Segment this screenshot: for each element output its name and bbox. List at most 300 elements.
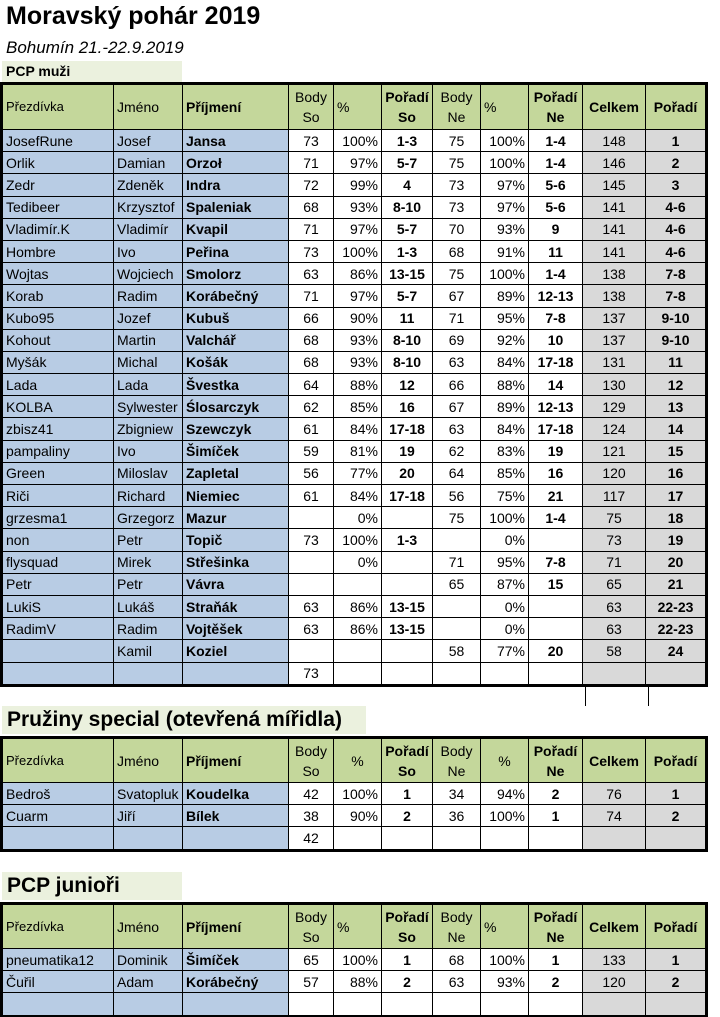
cell-body-so: 63 bbox=[289, 618, 334, 640]
cell-poradi-ne: 2 bbox=[529, 971, 583, 993]
cell-last-name: Šimíček bbox=[183, 440, 289, 462]
cell-last-name: Šimíček bbox=[183, 949, 289, 971]
cell-poradi-ne: 1-4 bbox=[529, 130, 583, 152]
cell-pct-so: 93% bbox=[334, 351, 382, 373]
cell-body-ne: 67 bbox=[433, 396, 481, 418]
cell-poradi-ne: 21 bbox=[529, 485, 583, 507]
cell-last-name: Valchář bbox=[183, 329, 289, 351]
cell-nickname: Green bbox=[3, 462, 114, 484]
cell-first-name: Richard bbox=[114, 485, 183, 507]
cell-celkem bbox=[583, 827, 646, 849]
cell-body-ne: 68 bbox=[433, 240, 481, 262]
cell-body-ne: 34 bbox=[433, 783, 481, 805]
cell-poradi: 15 bbox=[646, 440, 706, 462]
cell-pct-so: 0% bbox=[334, 507, 382, 529]
cell-nickname: KOLBA bbox=[3, 396, 114, 418]
header-poradi: Pořadí bbox=[646, 905, 706, 949]
cell-pct-ne: 93% bbox=[481, 218, 529, 240]
table-body bbox=[3, 783, 706, 850]
cell-poradi-so: 16 bbox=[382, 396, 433, 418]
cell-body-ne: 64 bbox=[433, 462, 481, 484]
cell-poradi: 1 bbox=[646, 949, 706, 971]
cell-first-name: Petr bbox=[114, 529, 183, 551]
cell-first-name: Lada bbox=[114, 374, 183, 396]
cell-body-ne bbox=[433, 993, 481, 1015]
cell-nickname: Zedr bbox=[3, 174, 114, 196]
cell-body-so: 64 bbox=[289, 374, 334, 396]
cell-nickname: Riči bbox=[3, 485, 114, 507]
cell-first-name: Wojciech bbox=[114, 263, 183, 285]
cell-last-name: Peřina bbox=[183, 240, 289, 262]
cell-poradi: 1 bbox=[646, 130, 706, 152]
cell-body-so: 71 bbox=[289, 218, 334, 240]
cell-poradi-ne: 10 bbox=[529, 329, 583, 351]
cell-body-so: 61 bbox=[289, 485, 334, 507]
table-row bbox=[3, 529, 706, 551]
cell-pct-so: 93% bbox=[334, 196, 382, 218]
cell-poradi: 24 bbox=[646, 640, 706, 662]
cell-nickname: Lada bbox=[3, 374, 114, 396]
cell-last-name: Zapletal bbox=[183, 462, 289, 484]
table-row bbox=[3, 971, 706, 993]
event-subtitle: Bohumín 21.-22.9.2019 bbox=[6, 38, 184, 57]
cell-poradi: 1 bbox=[646, 783, 706, 805]
cell-pct-so: 100% bbox=[334, 783, 382, 805]
cell-first-name: Zdeněk bbox=[114, 174, 183, 196]
cell-last-name bbox=[183, 662, 289, 684]
cell-poradi-ne: 5-6 bbox=[529, 174, 583, 196]
cell-pct-so bbox=[334, 573, 382, 595]
header-nick: Přezdívka bbox=[3, 905, 114, 949]
cell-nickname: Tedibeer bbox=[3, 196, 114, 218]
cell-poradi: 22-23 bbox=[646, 595, 706, 617]
cell-body-so: 61 bbox=[289, 418, 334, 440]
cell-last-name bbox=[183, 993, 289, 1015]
cell-poradi-ne: 17-18 bbox=[529, 418, 583, 440]
table-row bbox=[3, 329, 706, 351]
cell-body-so: 63 bbox=[289, 595, 334, 617]
cell-pct-ne: 100% bbox=[481, 130, 529, 152]
cell-body-so: 68 bbox=[289, 351, 334, 373]
cell-pct-so: 100% bbox=[334, 240, 382, 262]
cell-body-ne: 63 bbox=[433, 351, 481, 373]
cell-poradi-so: 1-3 bbox=[382, 240, 433, 262]
cell-celkem: 129 bbox=[583, 396, 646, 418]
cell-celkem bbox=[583, 993, 646, 1015]
cell-celkem: 148 bbox=[583, 130, 646, 152]
cell-body-ne: 66 bbox=[433, 374, 481, 396]
cell-pct-so bbox=[334, 993, 382, 1015]
results-table-pruziny-special bbox=[2, 738, 706, 850]
cell-poradi: 16 bbox=[646, 462, 706, 484]
cell-first-name: Jozef bbox=[114, 307, 183, 329]
cell-poradi-so bbox=[382, 640, 433, 662]
cell-pct-ne: 92% bbox=[481, 329, 529, 351]
cell-body-so: 71 bbox=[289, 152, 334, 174]
cell-nickname: RadimV bbox=[3, 618, 114, 640]
cell-poradi-so bbox=[382, 507, 433, 529]
cell-body-ne: 75 bbox=[433, 130, 481, 152]
cell-poradi-ne: 5-6 bbox=[529, 196, 583, 218]
cell-body-ne bbox=[433, 827, 481, 849]
cell-first-name: Petr bbox=[114, 573, 183, 595]
cell-poradi: 21 bbox=[646, 573, 706, 595]
cell-pct-so: 100% bbox=[334, 130, 382, 152]
cell-body-ne bbox=[433, 595, 481, 617]
cell-poradi-so: 12 bbox=[382, 374, 433, 396]
cell-first-name: Zbigniew bbox=[114, 418, 183, 440]
cell-pct-ne: 93% bbox=[481, 971, 529, 993]
cell-first-name: Radim bbox=[114, 618, 183, 640]
cell-poradi-ne bbox=[529, 529, 583, 551]
table-header-row bbox=[3, 739, 706, 783]
cell-pct-ne: 91% bbox=[481, 240, 529, 262]
cell-poradi-ne: 15 bbox=[529, 573, 583, 595]
cell-last-name: Kvapil bbox=[183, 218, 289, 240]
cell-celkem: 141 bbox=[583, 218, 646, 240]
header-pct-ne: % bbox=[481, 905, 529, 949]
table-row bbox=[3, 805, 706, 827]
cell-last-name: Vávra bbox=[183, 573, 289, 595]
cell-celkem: 73 bbox=[583, 529, 646, 551]
cell-body-ne: 67 bbox=[433, 285, 481, 307]
header-poradi-ne: Pořadí Ne bbox=[529, 905, 583, 949]
cell-pct-ne: 100% bbox=[481, 507, 529, 529]
cell-poradi-so: 8-10 bbox=[382, 329, 433, 351]
cell-pct-ne bbox=[481, 827, 529, 849]
cell-pct-ne: 89% bbox=[481, 396, 529, 418]
cell-nickname: pampaliny bbox=[3, 440, 114, 462]
cell-first-name: Krzysztof bbox=[114, 196, 183, 218]
cell-poradi-so bbox=[382, 662, 433, 684]
cell-last-name: Jansa bbox=[183, 130, 289, 152]
table-row bbox=[3, 507, 706, 529]
cell-nickname: zbisz41 bbox=[3, 418, 114, 440]
table-row bbox=[3, 396, 706, 418]
cell-pct-so: 77% bbox=[334, 462, 382, 484]
cell-pct-so: 86% bbox=[334, 595, 382, 617]
header-last: Příjmení bbox=[183, 85, 289, 130]
section-label-pruziny-special: Pružiny special (otevřená mířidla) bbox=[2, 706, 366, 734]
cell-poradi: 2 bbox=[646, 152, 706, 174]
cell-first-name: Dominik bbox=[114, 949, 183, 971]
cell-poradi-ne bbox=[529, 662, 583, 684]
table-row bbox=[3, 462, 706, 484]
cell-poradi-ne: 12-13 bbox=[529, 396, 583, 418]
cell-nickname: Myšák bbox=[3, 351, 114, 373]
cell-last-name: Vojtěšek bbox=[183, 618, 289, 640]
cell-celkem: 145 bbox=[583, 174, 646, 196]
cell-nickname: Cuarm bbox=[3, 805, 114, 827]
cell-nickname bbox=[3, 827, 114, 849]
cell-pct-so: 90% bbox=[334, 307, 382, 329]
cell-body-so bbox=[289, 551, 334, 573]
cell-pct-so: 99% bbox=[334, 174, 382, 196]
cell-nickname: Bedroš bbox=[3, 783, 114, 805]
cell-poradi-so: 8-10 bbox=[382, 351, 433, 373]
cell-first-name: Vladimír bbox=[114, 218, 183, 240]
cell-celkem: 120 bbox=[583, 462, 646, 484]
header-last: Příjmení bbox=[183, 905, 289, 949]
cell-poradi-so: 13-15 bbox=[382, 618, 433, 640]
cell-nickname: pneumatika12 bbox=[3, 949, 114, 971]
cell-celkem: 63 bbox=[583, 618, 646, 640]
cell-pct-so: 88% bbox=[334, 971, 382, 993]
cell-poradi-so: 17-18 bbox=[382, 485, 433, 507]
cell-pct-so: 90% bbox=[334, 805, 382, 827]
table-row bbox=[3, 485, 706, 507]
cell-pct-so: 97% bbox=[334, 152, 382, 174]
cell-poradi-so: 13-15 bbox=[382, 595, 433, 617]
cell-body-so: 73 bbox=[289, 529, 334, 551]
cell-poradi-ne: 16 bbox=[529, 462, 583, 484]
cell-pct-so: 86% bbox=[334, 618, 382, 640]
cell-pct-ne: 100% bbox=[481, 263, 529, 285]
cell-last-name: Švestka bbox=[183, 374, 289, 396]
divider-line bbox=[648, 684, 649, 706]
cell-poradi-so: 11 bbox=[382, 307, 433, 329]
cell-poradi: 2 bbox=[646, 805, 706, 827]
header-first: Jméno bbox=[114, 905, 183, 949]
cell-poradi-ne: 2 bbox=[529, 783, 583, 805]
cell-first-name bbox=[114, 827, 183, 849]
cell-body-so: 68 bbox=[289, 329, 334, 351]
cell-pct-so: 85% bbox=[334, 396, 382, 418]
cell-last-name: Szewczyk bbox=[183, 418, 289, 440]
cell-celkem: 117 bbox=[583, 485, 646, 507]
cell-pct-so: 88% bbox=[334, 374, 382, 396]
cell-celkem: 131 bbox=[583, 351, 646, 373]
table-row bbox=[3, 993, 706, 1015]
cell-pct-ne: 88% bbox=[481, 374, 529, 396]
cell-nickname: Čuřil bbox=[3, 971, 114, 993]
cell-first-name: Miloslav bbox=[114, 462, 183, 484]
cell-celkem: 141 bbox=[583, 196, 646, 218]
cell-poradi-ne: 1-4 bbox=[529, 507, 583, 529]
cell-poradi: 22-23 bbox=[646, 618, 706, 640]
table-row bbox=[3, 573, 706, 595]
table-row bbox=[3, 595, 706, 617]
cell-pct-ne: 89% bbox=[481, 285, 529, 307]
table-row bbox=[3, 418, 706, 440]
cell-poradi: 7-8 bbox=[646, 285, 706, 307]
cell-body-ne: 63 bbox=[433, 971, 481, 993]
cell-pct-ne bbox=[481, 993, 529, 1015]
cell-nickname: LukiS bbox=[3, 595, 114, 617]
cell-body-so bbox=[289, 507, 334, 529]
header-pct-so: % bbox=[334, 85, 382, 130]
cell-celkem bbox=[583, 662, 646, 684]
cell-nickname: grzesma1 bbox=[3, 507, 114, 529]
cell-nickname: Korab bbox=[3, 285, 114, 307]
cell-celkem: 76 bbox=[583, 783, 646, 805]
cell-nickname: Hombre bbox=[3, 240, 114, 262]
cell-last-name: Kubuš bbox=[183, 307, 289, 329]
cell-nickname: Kohout bbox=[3, 329, 114, 351]
cell-body-ne: 56 bbox=[433, 485, 481, 507]
header-nick: Přezdívka bbox=[3, 85, 114, 130]
cell-body-so: 73 bbox=[289, 130, 334, 152]
cell-poradi-so: 5-7 bbox=[382, 285, 433, 307]
header-body-so: Body So bbox=[289, 739, 334, 783]
cell-pct-so: 97% bbox=[334, 285, 382, 307]
cell-poradi: 13 bbox=[646, 396, 706, 418]
cell-body-ne: 62 bbox=[433, 440, 481, 462]
table-row bbox=[3, 949, 706, 971]
header-celkem: Celkem bbox=[583, 739, 646, 783]
cell-body-so: 68 bbox=[289, 196, 334, 218]
cell-poradi-ne: 7-8 bbox=[529, 307, 583, 329]
table-row bbox=[3, 152, 706, 174]
cell-poradi bbox=[646, 993, 706, 1015]
cell-body-ne: 73 bbox=[433, 174, 481, 196]
table-row bbox=[3, 374, 706, 396]
cell-nickname bbox=[3, 662, 114, 684]
cell-body-ne: 71 bbox=[433, 551, 481, 573]
cell-body-so: 65 bbox=[289, 949, 334, 971]
cell-celkem: 74 bbox=[583, 805, 646, 827]
cell-pct-so: 0% bbox=[334, 551, 382, 573]
header-poradi-so: Pořadí So bbox=[382, 739, 433, 783]
cell-body-so: 38 bbox=[289, 805, 334, 827]
cell-first-name: Martin bbox=[114, 329, 183, 351]
cell-first-name bbox=[114, 662, 183, 684]
cell-poradi bbox=[646, 662, 706, 684]
cell-body-ne bbox=[433, 529, 481, 551]
header-pct-ne: % bbox=[481, 739, 529, 783]
cell-body-ne: 70 bbox=[433, 218, 481, 240]
cell-last-name: Košák bbox=[183, 351, 289, 373]
cell-poradi: 14 bbox=[646, 418, 706, 440]
cell-pct-ne: 84% bbox=[481, 418, 529, 440]
table-row bbox=[3, 218, 706, 240]
cell-body-so: 63 bbox=[289, 263, 334, 285]
cell-body-so: 57 bbox=[289, 971, 334, 993]
cell-celkem: 65 bbox=[583, 573, 646, 595]
cell-poradi-so: 13-15 bbox=[382, 263, 433, 285]
cell-celkem: 75 bbox=[583, 507, 646, 529]
cell-celkem: 133 bbox=[583, 949, 646, 971]
cell-poradi-ne: 20 bbox=[529, 640, 583, 662]
cell-nickname bbox=[3, 993, 114, 1015]
section-label-pcp-juniori: PCP junioři bbox=[2, 872, 182, 900]
cell-first-name: Michal bbox=[114, 351, 183, 373]
table-row bbox=[3, 662, 706, 684]
cell-pct-ne: 0% bbox=[481, 618, 529, 640]
table-row bbox=[3, 618, 706, 640]
page-title: Moravský pohár 2019 bbox=[6, 2, 261, 30]
divider-line bbox=[585, 684, 586, 706]
header-poradi-so: Pořadí So bbox=[382, 905, 433, 949]
cell-pct-ne: 97% bbox=[481, 196, 529, 218]
cell-pct-so: 86% bbox=[334, 263, 382, 285]
header-pct-ne: % bbox=[481, 85, 529, 130]
cell-pct-so: 81% bbox=[334, 440, 382, 462]
cell-body-ne: 73 bbox=[433, 196, 481, 218]
cell-body-so bbox=[289, 993, 334, 1015]
cell-nickname: Kubo95 bbox=[3, 307, 114, 329]
cell-poradi-so: 5-7 bbox=[382, 218, 433, 240]
cell-poradi-so: 19 bbox=[382, 440, 433, 462]
cell-poradi-so: 20 bbox=[382, 462, 433, 484]
header-poradi: Pořadí bbox=[646, 85, 706, 130]
cell-poradi: 9-10 bbox=[646, 307, 706, 329]
cell-poradi-ne bbox=[529, 618, 583, 640]
cell-last-name: Spaleniak bbox=[183, 196, 289, 218]
header-last: Příjmení bbox=[183, 739, 289, 783]
cell-poradi-ne: 19 bbox=[529, 440, 583, 462]
cell-first-name: Damian bbox=[114, 152, 183, 174]
header-first: Jméno bbox=[114, 85, 183, 130]
table-row bbox=[3, 351, 706, 373]
cell-poradi-so: 1-3 bbox=[382, 529, 433, 551]
cell-celkem: 121 bbox=[583, 440, 646, 462]
cell-body-ne: 69 bbox=[433, 329, 481, 351]
cell-poradi: 4-6 bbox=[646, 240, 706, 262]
table-row bbox=[3, 827, 706, 849]
cell-celkem: 63 bbox=[583, 595, 646, 617]
cell-nickname: Vladimír.K bbox=[3, 218, 114, 240]
cell-last-name: Korábečný bbox=[183, 285, 289, 307]
cell-pct-so: 100% bbox=[334, 949, 382, 971]
cell-poradi-so: 8-10 bbox=[382, 196, 433, 218]
table-header-row bbox=[3, 905, 706, 949]
cell-poradi: 7-8 bbox=[646, 263, 706, 285]
cell-body-ne: 65 bbox=[433, 573, 481, 595]
cell-body-ne bbox=[433, 662, 481, 684]
cell-body-so: 66 bbox=[289, 307, 334, 329]
cell-poradi-so: 1-3 bbox=[382, 130, 433, 152]
cell-first-name bbox=[114, 993, 183, 1015]
table-body bbox=[3, 949, 706, 1016]
cell-pct-ne: 94% bbox=[481, 783, 529, 805]
table-row bbox=[3, 174, 706, 196]
cell-pct-ne: 77% bbox=[481, 640, 529, 662]
table-row bbox=[3, 307, 706, 329]
cell-nickname: non bbox=[3, 529, 114, 551]
cell-poradi: 12 bbox=[646, 374, 706, 396]
cell-poradi: 11 bbox=[646, 351, 706, 373]
cell-last-name: Mazur bbox=[183, 507, 289, 529]
cell-poradi-so: 5-7 bbox=[382, 152, 433, 174]
cell-poradi-ne: 1 bbox=[529, 805, 583, 827]
header-nick: Přezdívka bbox=[3, 739, 114, 783]
cell-pct-ne: 97% bbox=[481, 174, 529, 196]
cell-last-name: Korábečný bbox=[183, 971, 289, 993]
cell-poradi: 9-10 bbox=[646, 329, 706, 351]
header-first: Jméno bbox=[114, 739, 183, 783]
cell-poradi-ne: 12-13 bbox=[529, 285, 583, 307]
cell-first-name: Radim bbox=[114, 285, 183, 307]
cell-body-so bbox=[289, 573, 334, 595]
header-body-so: Body So bbox=[289, 905, 334, 949]
cell-poradi-ne: 14 bbox=[529, 374, 583, 396]
cell-pct-ne: 85% bbox=[481, 462, 529, 484]
results-table-pcp-muzi bbox=[2, 84, 706, 685]
cell-body-so: 73 bbox=[289, 240, 334, 262]
cell-last-name: Střešinka bbox=[183, 551, 289, 573]
cell-pct-ne: 75% bbox=[481, 485, 529, 507]
cell-poradi-so bbox=[382, 827, 433, 849]
cell-last-name: Straňák bbox=[183, 595, 289, 617]
cell-last-name bbox=[183, 827, 289, 849]
cell-body-so: 59 bbox=[289, 440, 334, 462]
cell-poradi-ne: 17-18 bbox=[529, 351, 583, 373]
header-pct-so: % bbox=[334, 739, 382, 783]
cell-first-name: Svatopluk bbox=[114, 783, 183, 805]
cell-last-name: Ślosarczyk bbox=[183, 396, 289, 418]
table-body bbox=[3, 130, 706, 685]
